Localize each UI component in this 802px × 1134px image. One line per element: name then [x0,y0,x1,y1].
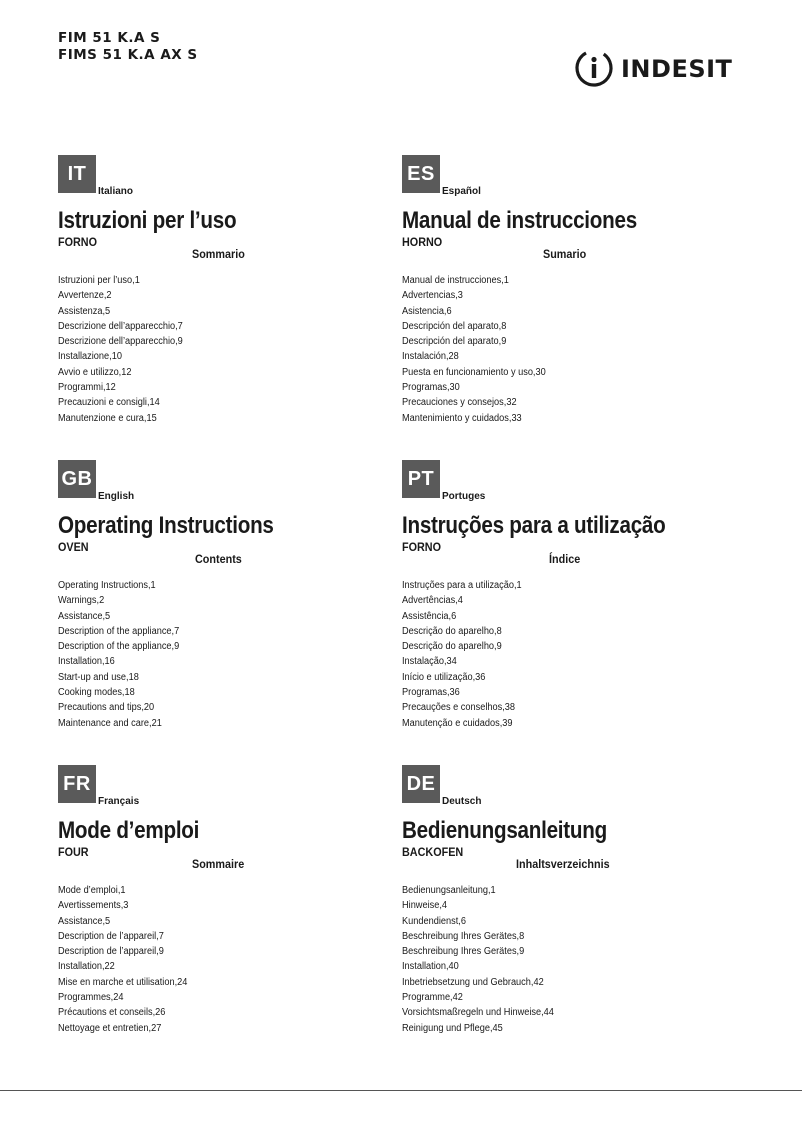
section-subtitle: BACKOFEN [402,845,464,859]
toc-item: Inbetriebsetzung und Gebrauch,42 [402,976,544,988]
section-gb [58,460,398,729]
section-de [402,765,742,1034]
section-subtitle: FORNO [58,235,98,249]
language-badge: ES [402,155,440,193]
toc-item: Assistência,6 [402,610,457,622]
language-badge: PT [402,460,440,498]
brand-name: INDESIT [621,55,733,83]
toc-item: Maintenance and care,21 [58,717,162,729]
toc-item: Instalação,34 [402,656,457,668]
toc-item: Precautions and tips,20 [58,702,155,714]
toc-item: Programme,42 [402,992,463,1004]
section-subtitle: HORNO [402,235,443,249]
section-title: Istruzioni per l’uso [58,207,237,234]
toc-item: Mise en marche et utilisation,24 [58,976,188,988]
section-title: Bedienungsanleitung [402,817,607,844]
toc-item: Avvertenze,2 [58,290,112,302]
toc-item: Descrição do aparelho,8 [402,625,502,637]
indesit-mark-icon [574,48,614,88]
language-badge: GB [58,460,96,498]
toc-item: Instruções para a utilização,1 [402,580,522,591]
toc-item: Advertências,4 [402,595,463,607]
toc-item: Precauções e conselhos,38 [402,702,516,714]
toc-item: Programmes,24 [58,992,124,1004]
contents-heading: Índice [549,552,581,566]
toc-item: Mantenimiento y cuidados,33 [402,412,522,424]
contents-heading: Contents [195,552,242,566]
contents-heading: Sumario [543,247,587,261]
language-badge: DE [402,765,440,803]
toc-item: Manutenzione e cura,15 [58,412,157,424]
toc-item: Programas,30 [402,382,460,394]
section-title: Instruções para a utilização [402,512,666,539]
toc-item: Descrição do aparelho,9 [402,641,502,653]
contents-heading: Inhaltsverzeichnis [516,857,610,871]
toc-item: Description of the appliance,7 [58,625,180,637]
toc-item: Reinigung und Pflege,45 [402,1022,503,1034]
toc-item: Descrizione dell’apparecchio,7 [58,320,183,332]
section-it [58,155,398,424]
toc-item: Description de l’appareil,9 [58,946,164,958]
toc-item: Assistance,5 [58,915,111,927]
toc-item: Avvio e utilizzo,12 [58,366,132,378]
toc-item: Warnings,2 [58,595,105,607]
section-subtitle: FORNO [402,540,442,554]
section-title: Operating Instructions [58,512,274,539]
contents-heading: Sommaire [192,857,245,871]
toc-item: Cooking modes,18 [58,687,135,699]
toc-item: Beschreibung Ihres Gerätes,9 [402,946,525,958]
toc-item: Descrizione dell’apparecchio,9 [58,336,183,348]
toc-item: Start-up and use,18 [58,671,139,683]
toc-item: Kundendienst,6 [402,915,466,927]
language-name: Français [98,796,140,807]
section-es [402,155,742,424]
toc-item: Description de l’appareil,7 [58,930,164,942]
model-number-1: FIM 51 K.A S [58,30,161,46]
language-name: Español [442,186,481,197]
language-name: Italiano [98,186,134,197]
table-of-contents [402,883,567,1036]
toc-item: Descripción del aparato,8 [402,320,507,332]
section-fr [58,765,398,1034]
toc-item: Installation,40 [402,961,459,973]
language-name: English [98,491,135,502]
toc-item: Puesta en funcionamiento y uso,30 [402,366,546,378]
toc-item: Início e utilização,36 [402,671,486,683]
toc-item: Manual de instrucciones,1 [402,275,509,286]
toc-item: Instalación,28 [402,351,459,363]
toc-item: Precauzioni e consigli,14 [58,397,160,409]
toc-item: Operating Instructions,1 [58,580,156,591]
table-of-contents [58,273,194,426]
toc-item: Hinweise,4 [402,900,448,912]
toc-item: Advertencias,3 [402,290,463,302]
language-name: Portuges [442,491,486,502]
toc-item: Installation,16 [58,656,115,668]
toc-item: Manutenção e cuidados,39 [402,717,513,729]
toc-item: Installation,22 [58,961,115,973]
bottom-divider [0,1090,802,1091]
model-number-2: FIMS 51 K.A AX S [58,47,198,63]
toc-item: Avertissements,3 [58,900,129,912]
table-of-contents [402,273,558,426]
language-badge: FR [58,765,96,803]
language-name: Deutsch [442,796,482,807]
toc-item: Precauciones y consejos,32 [402,397,517,409]
language-badge: IT [58,155,96,193]
section-title: Manual de instrucciones [402,207,637,234]
contents-heading: Sommario [192,247,245,261]
toc-item: Précautions et conseils,26 [58,1007,166,1019]
table-of-contents [58,883,199,1036]
toc-item: Beschreibung Ihres Gerätes,8 [402,930,525,942]
toc-item: Asistencia,6 [402,305,452,317]
section-pt [402,460,742,729]
section-subtitle: OVEN [58,540,89,554]
toc-item: Installazione,10 [58,351,122,363]
toc-item: Description of the appliance,9 [58,641,180,653]
toc-item: Vorsichtsmaßregeln und Hinweise,44 [402,1007,554,1019]
model-numbers [58,30,198,64]
toc-item: Mode d’emploi,1 [58,885,126,896]
toc-item: Istruzioni per l’uso,1 [58,275,140,286]
section-subtitle: FOUR [58,845,89,859]
toc-item: Bedienungsanleitung,1 [402,885,496,896]
brand-logo [574,47,732,89]
toc-item: Programmi,12 [58,382,116,394]
toc-item: Assistance,5 [58,610,111,622]
table-of-contents [402,578,532,731]
toc-item: Descripción del aparato,9 [402,336,507,348]
toc-item: Programas,36 [402,687,460,699]
table-of-contents [58,578,190,731]
toc-item: Nettoyage et entretien,27 [58,1022,162,1034]
toc-item: Assistenza,5 [58,305,111,317]
section-title: Mode d’emploi [58,817,200,844]
